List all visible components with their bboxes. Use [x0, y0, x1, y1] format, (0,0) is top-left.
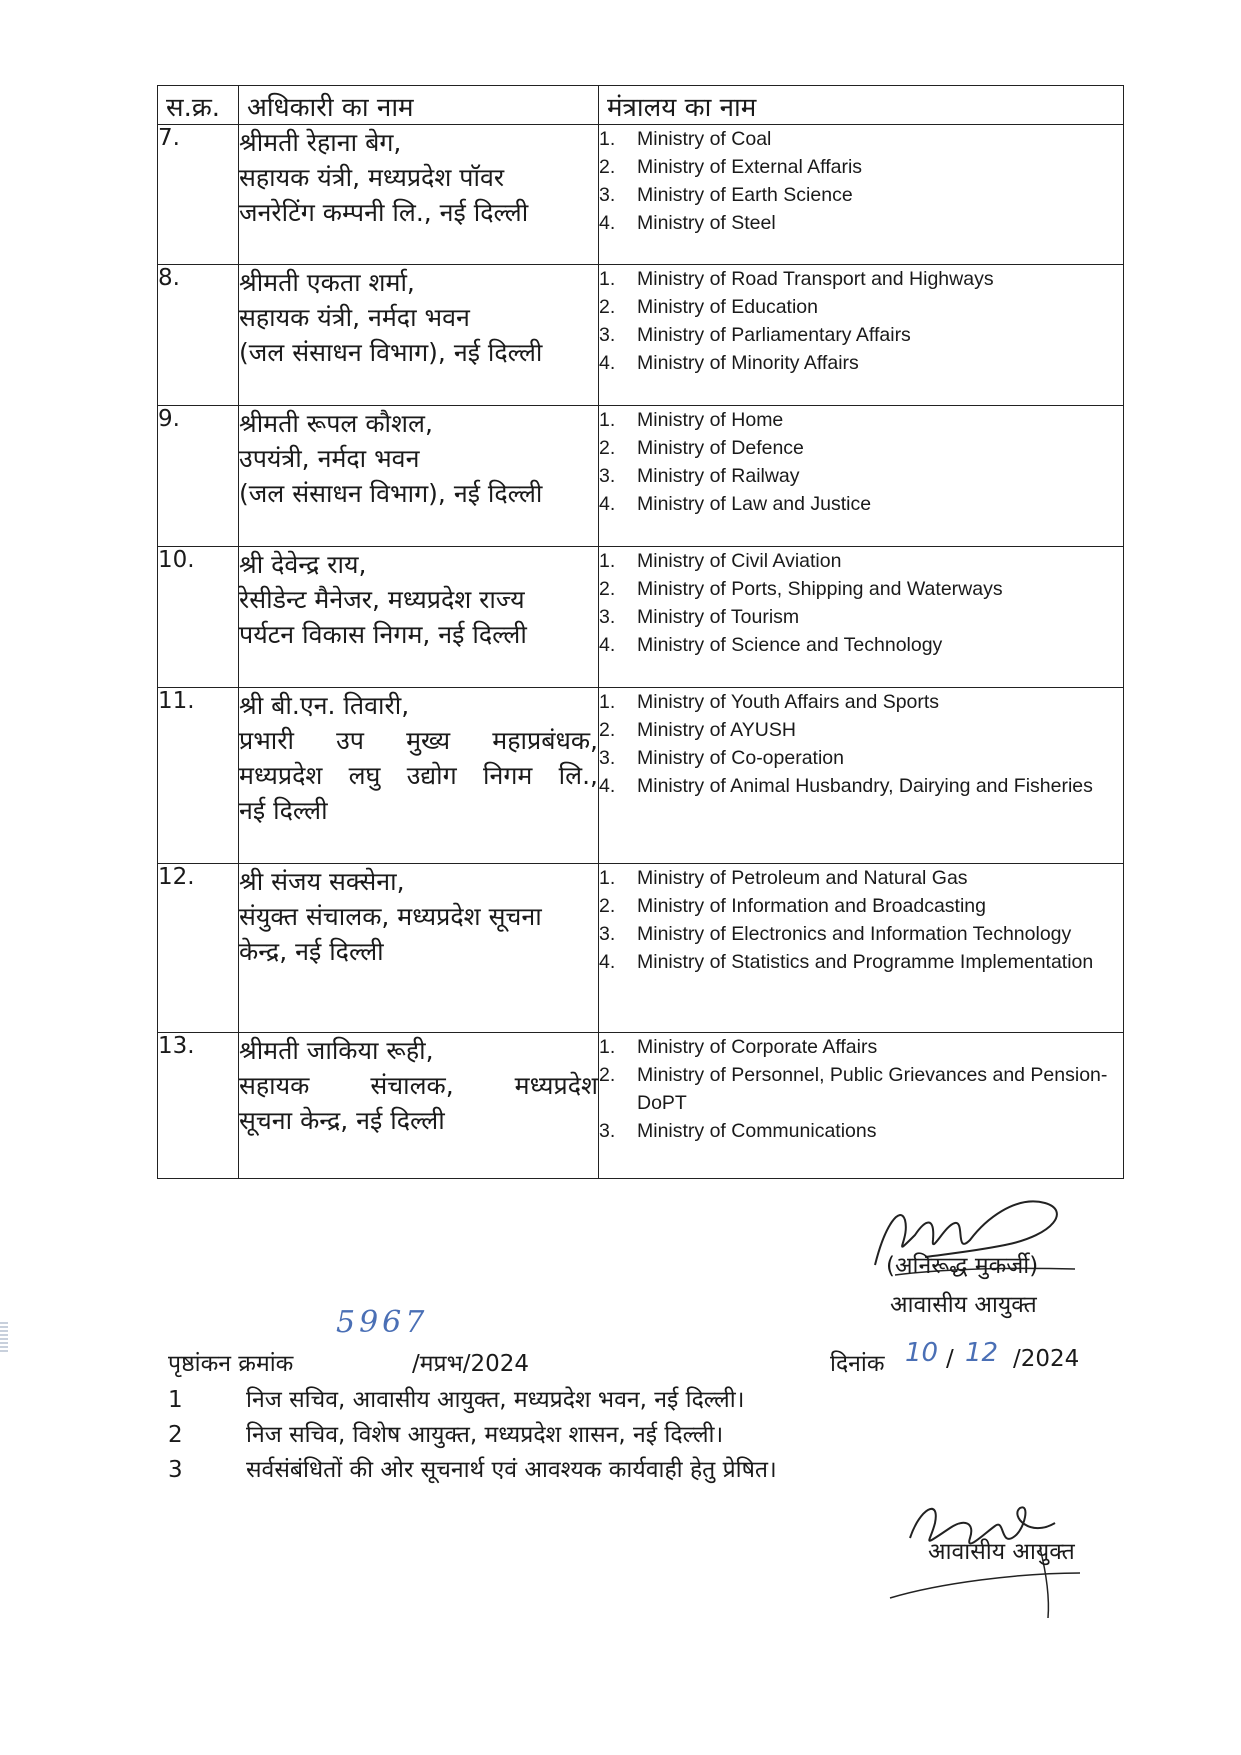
ministry-name: Ministry of Science and Technology: [637, 634, 943, 656]
officer-line: सहायक संचालक, मध्यप्रदेश: [239, 1071, 598, 1100]
ministry-item: [599, 293, 1123, 321]
header-officer: अधिकारी का नाम: [239, 86, 599, 125]
ministry-number: 2.: [599, 1064, 616, 1086]
officer-line: श्रीमती रेहाना बेग,: [239, 128, 402, 157]
ministry-item: [599, 948, 1123, 976]
ministry-name: Ministry of Tourism: [637, 606, 800, 628]
ministry-name: Ministry of Earth Science: [637, 184, 853, 206]
ministry-name: Ministry of Information and Broadcasting: [637, 895, 987, 917]
ministry-item: [599, 716, 1123, 744]
officer-line: सहायक यंत्री, नर्मदा भवन: [239, 303, 470, 332]
ministry-item: [599, 153, 1123, 181]
ministry-number: 2.: [599, 895, 616, 917]
ministry-list: [599, 265, 1123, 377]
header-serial: स.क्र.: [158, 86, 239, 125]
copy-item: [168, 1417, 723, 1449]
ministry-number: 1.: [599, 268, 616, 290]
ministry-number: 3.: [599, 1120, 616, 1142]
ministry-number: 3.: [599, 324, 616, 346]
row-officer: [239, 688, 599, 864]
row-ministries: [599, 864, 1124, 1033]
row-serial: 13.: [158, 1033, 239, 1179]
ministry-item: [599, 575, 1123, 603]
ministry-number: 1.: [599, 691, 616, 713]
officer-line: श्रीमती जाकिया रूही,: [239, 1036, 434, 1065]
ministry-number: 4.: [599, 493, 616, 515]
ministry-number: 3.: [599, 747, 616, 769]
row-ministries: [599, 688, 1124, 864]
ministry-name: Ministry of Coal: [637, 128, 772, 150]
ministry-item: [599, 603, 1123, 631]
officer-line: उपयंत्री, नर्मदा भवन: [239, 444, 420, 473]
row-ministries: [599, 265, 1124, 406]
ministry-list: [599, 688, 1123, 800]
ministry-name: Ministry of AYUSH: [637, 719, 796, 741]
row-officer: [239, 864, 599, 1033]
ministry-item: [599, 744, 1123, 772]
row-serial: 10.: [158, 547, 239, 688]
ministry-name: Ministry of Parliamentary Affairs: [637, 324, 911, 346]
officer-line: पर्यटन विकास निगम, नई दिल्ली: [239, 620, 527, 649]
date-label: दिनांक: [830, 1351, 885, 1377]
ministry-number: 1.: [599, 128, 616, 150]
allocation-table: [157, 85, 1124, 1179]
ministry-name: Ministry of External Affaris: [637, 156, 863, 178]
ministry-item: [599, 321, 1123, 349]
officer-line: सूचना केन्द्र, नई दिल्ली: [239, 1106, 445, 1135]
ministry-item: [599, 864, 1123, 892]
ministry-list: [599, 1033, 1123, 1145]
ministry-number: 4.: [599, 775, 616, 797]
ministry-name: Ministry of Petroleum and Natural Gas: [637, 867, 968, 889]
row-ministries: [599, 547, 1124, 688]
ministry-list: [599, 547, 1123, 659]
copy-number: 1: [168, 1387, 183, 1413]
row-officer: [239, 1033, 599, 1179]
ministry-number: 2.: [599, 296, 616, 318]
copy-number: 2: [168, 1422, 183, 1448]
handwritten-number: 5967: [336, 1305, 429, 1340]
officer-line: (जल संसाधन विभाग), नई दिल्ली: [239, 338, 543, 367]
ministry-number: 4.: [599, 951, 616, 973]
copy-text: निज सचिव, विशेष आयुक्त, मध्यप्रदेश शासन, नई दिल्ली।: [246, 1422, 724, 1448]
ministry-name: Ministry of Youth Affairs and Sports: [637, 691, 940, 713]
ministry-item: [599, 892, 1123, 920]
copy-text: सर्वसंबंधितों की ओर सूचनार्थ एवं आवश्यक कार्यवाही हेतु प्रेषित।: [246, 1457, 777, 1483]
row-officer: [239, 406, 599, 547]
ministry-name: Ministry of Electronics and Information Technology: [637, 923, 1072, 945]
ministry-number: 4.: [599, 634, 616, 656]
ministry-number: 4.: [599, 352, 616, 374]
table-header-row: [158, 86, 1124, 125]
ministry-number: 1.: [599, 867, 616, 889]
row-serial: 12.: [158, 864, 239, 1033]
ministry-name: Ministry of Personnel, Public Grievances and Pension- DoPT: [637, 1064, 1108, 1114]
ministry-item: [599, 462, 1123, 490]
ministry-list: [599, 406, 1123, 518]
ministry-number: 3.: [599, 465, 616, 487]
ministry-item: [599, 434, 1123, 462]
ministry-list: [599, 864, 1123, 976]
row-serial: 9.: [158, 406, 239, 547]
row-ministries: [599, 1033, 1124, 1179]
header-ministry: मंत्रालय का नाम: [599, 86, 1124, 125]
officer-line: नई दिल्ली: [239, 796, 328, 825]
ministry-number: 3.: [599, 923, 616, 945]
second-signatory-title: आवासीय आयुक्त: [928, 1539, 1075, 1565]
row-serial: 11.: [158, 688, 239, 864]
ministry-item: [599, 181, 1123, 209]
ministry-name: Ministry of Statistics and Programme Implementation: [637, 951, 1094, 973]
ministry-number: 2.: [599, 578, 616, 600]
scan-edge-mark: [0, 1322, 8, 1352]
officer-line: प्रभारी उप मुख्य महाप्रबंधक,: [239, 726, 598, 755]
ministry-item: [599, 125, 1123, 153]
ministry-item: [599, 1117, 1123, 1145]
table-row: [158, 265, 1124, 406]
ministry-number: 2.: [599, 719, 616, 741]
ministry-name: Ministry of Steel: [637, 212, 776, 234]
table-row: [158, 1033, 1124, 1179]
officer-line: श्री देवेन्द्र राय,: [239, 550, 367, 579]
copy-number: 3: [168, 1457, 183, 1483]
row-serial: 8.: [158, 265, 239, 406]
ministry-name: Ministry of Railway: [637, 465, 800, 487]
endorsement-label: पृष्ठांकन क्रमांक: [168, 1351, 294, 1377]
ministry-number: 2.: [599, 156, 616, 178]
officer-line: जनरेटिंग कम्पनी लि., नई दिल्ली: [239, 198, 529, 227]
ministry-name: Ministry of Corporate Affairs: [637, 1036, 878, 1058]
endorsement-suffix: /मप्रभ/2024: [412, 1351, 530, 1377]
ministry-number: 3.: [599, 184, 616, 206]
ministry-item: [599, 406, 1123, 434]
ministry-item: [599, 1033, 1123, 1061]
officer-line: श्री बी.एन. तिवारी,: [239, 691, 410, 720]
officer-line: श्रीमती एकता शर्मा,: [239, 268, 415, 297]
ministry-number: 3.: [599, 606, 616, 628]
ministry-item: [599, 490, 1123, 518]
table-row: [158, 125, 1124, 265]
ministry-item: [599, 547, 1123, 575]
ministry-name: Ministry of Law and Justice: [637, 493, 872, 515]
ministry-name: Ministry of Civil Aviation: [637, 550, 842, 572]
copy-item: [168, 1382, 744, 1414]
ministry-name: Ministry of Education: [637, 296, 818, 318]
ministry-name: Ministry of Defence: [637, 437, 804, 459]
table-row: [158, 406, 1124, 547]
ministry-item: [599, 688, 1123, 716]
row-officer: [239, 125, 599, 265]
ministry-number: 1.: [599, 409, 616, 431]
ministry-name: Ministry of Home: [637, 409, 784, 431]
ministry-number: 2.: [599, 437, 616, 459]
ministry-item: [599, 631, 1123, 659]
ministry-list: [599, 125, 1123, 237]
officer-line: मध्यप्रदेश लघु उद्योग निगम लि.,: [239, 761, 598, 790]
ministry-name: Ministry of Animal Husbandry, Dairying and Fisheries: [637, 775, 1093, 797]
date-day: 10: [905, 1338, 939, 1368]
table-row: [158, 864, 1124, 1033]
ministry-item: [599, 349, 1123, 377]
row-officer: [239, 547, 599, 688]
row-ministries: [599, 125, 1124, 265]
officer-line: संयुक्त संचालक, मध्यप्रदेश सूचना: [239, 902, 542, 931]
date-separator: /: [946, 1346, 954, 1372]
ministry-number: 4.: [599, 212, 616, 234]
copy-text: निज सचिव, आवासीय आयुक्त, मध्यप्रदेश भवन, नई दिल्ली।: [246, 1387, 745, 1413]
ministry-item: [599, 209, 1123, 237]
officer-line: (जल संसाधन विभाग), नई दिल्ली: [239, 479, 543, 508]
table-row: [158, 688, 1124, 864]
copy-item: [168, 1452, 777, 1484]
ministry-item: [599, 1061, 1123, 1117]
date-month: 12: [965, 1338, 999, 1368]
signatory-name: (अनिरूद्ध मुकर्जी): [886, 1253, 1039, 1279]
signatory-title: आवासीय आयुक्त: [890, 1292, 1037, 1318]
ministry-name: Ministry of Minority Affairs: [637, 352, 859, 374]
ministry-name: Ministry of Communications: [637, 1120, 877, 1142]
row-serial: 7.: [158, 125, 239, 265]
ministry-item: [599, 265, 1123, 293]
row-ministries: [599, 406, 1124, 547]
row-officer: [239, 265, 599, 406]
officer-line: सहायक यंत्री, मध्यप्रदेश पॉवर: [239, 163, 505, 192]
officer-line: रेसीडेन्ट मैनेजर, मध्यप्रदेश राज्य: [239, 585, 525, 614]
ministry-name: Ministry of Co-operation: [637, 747, 844, 769]
ministry-item: [599, 772, 1123, 800]
ministry-name: Ministry of Road Transport and Highways: [637, 268, 994, 290]
table-row: [158, 547, 1124, 688]
officer-line: श्रीमती रूपल कौशल,: [239, 409, 433, 438]
ministry-item: [599, 920, 1123, 948]
ministry-name: Ministry of Ports, Shipping and Waterways: [637, 578, 1003, 600]
ministry-number: 1.: [599, 1036, 616, 1058]
date-year: /2024: [1013, 1346, 1080, 1372]
officer-line: केन्द्र, नई दिल्ली: [239, 937, 384, 966]
officer-line: श्री संजय सक्सेना,: [239, 867, 405, 896]
ministry-number: 1.: [599, 550, 616, 572]
